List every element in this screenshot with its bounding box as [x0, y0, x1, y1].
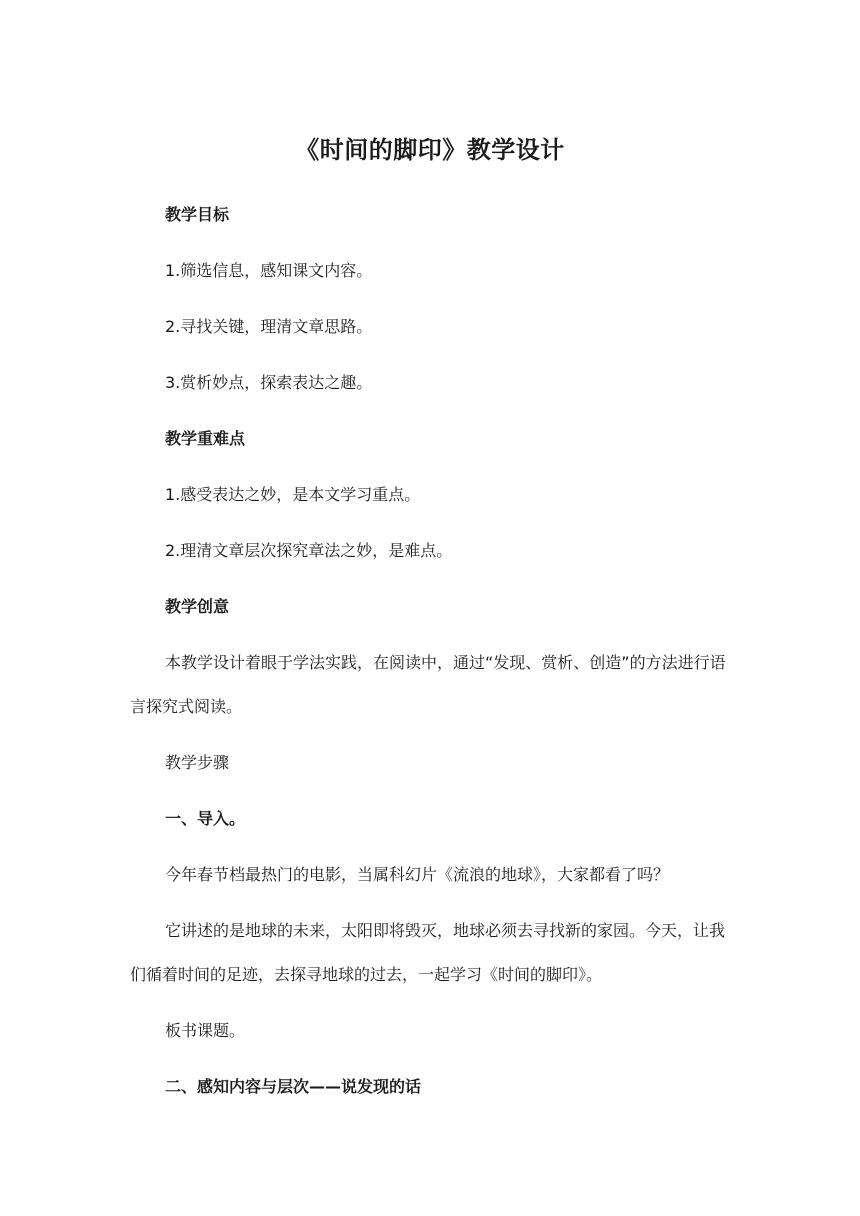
- heading-teaching-idea: 教学创意: [165, 597, 230, 616]
- difficulty-item-1: 1.感受表达之妙，是本文学习重点。: [165, 485, 421, 504]
- objective-item-3: 3.赏析妙点，探索表达之趣。: [165, 373, 373, 392]
- difficulty-item-2: 2.理清文章层次探究章法之妙，是难点。: [165, 541, 453, 560]
- document-title: 《时间的脚印》教学设计: [295, 136, 565, 164]
- blackboard-title-note: 板书课题。: [165, 1021, 246, 1040]
- section-heading-perception: 二、感知内容与层次——说发现的话: [165, 1077, 422, 1096]
- objective-item-1: 1.筛选信息，感知课文内容。: [165, 261, 373, 280]
- heading-teaching-steps: 教学步骤: [165, 753, 230, 772]
- teaching-idea-paragraph: 本教学设计着眼于学法实践，在阅读中，通过“发现、赏析、创造”的方法进行语言探究式阅读。: [130, 653, 726, 716]
- heading-teaching-objectives: 教学目标: [165, 205, 230, 224]
- introduction-paragraph-2: 它讲述的是地球的未来，太阳即将毁灭，地球必须去寻找新的家园。今天，让我们循着时间的足迹，去探寻地球的过去，一起学习《时间的脚印》。: [130, 921, 726, 984]
- section-heading-introduction: 一、导入。: [165, 809, 246, 828]
- objective-item-2: 2.寻找关键，理清文章思路。: [165, 317, 373, 336]
- heading-key-difficulties: 教学重难点: [165, 429, 246, 448]
- introduction-paragraph-1: 今年春节档最热门的电影，当属科幻片《流浪的地球》，大家都看了吗？: [165, 865, 670, 884]
